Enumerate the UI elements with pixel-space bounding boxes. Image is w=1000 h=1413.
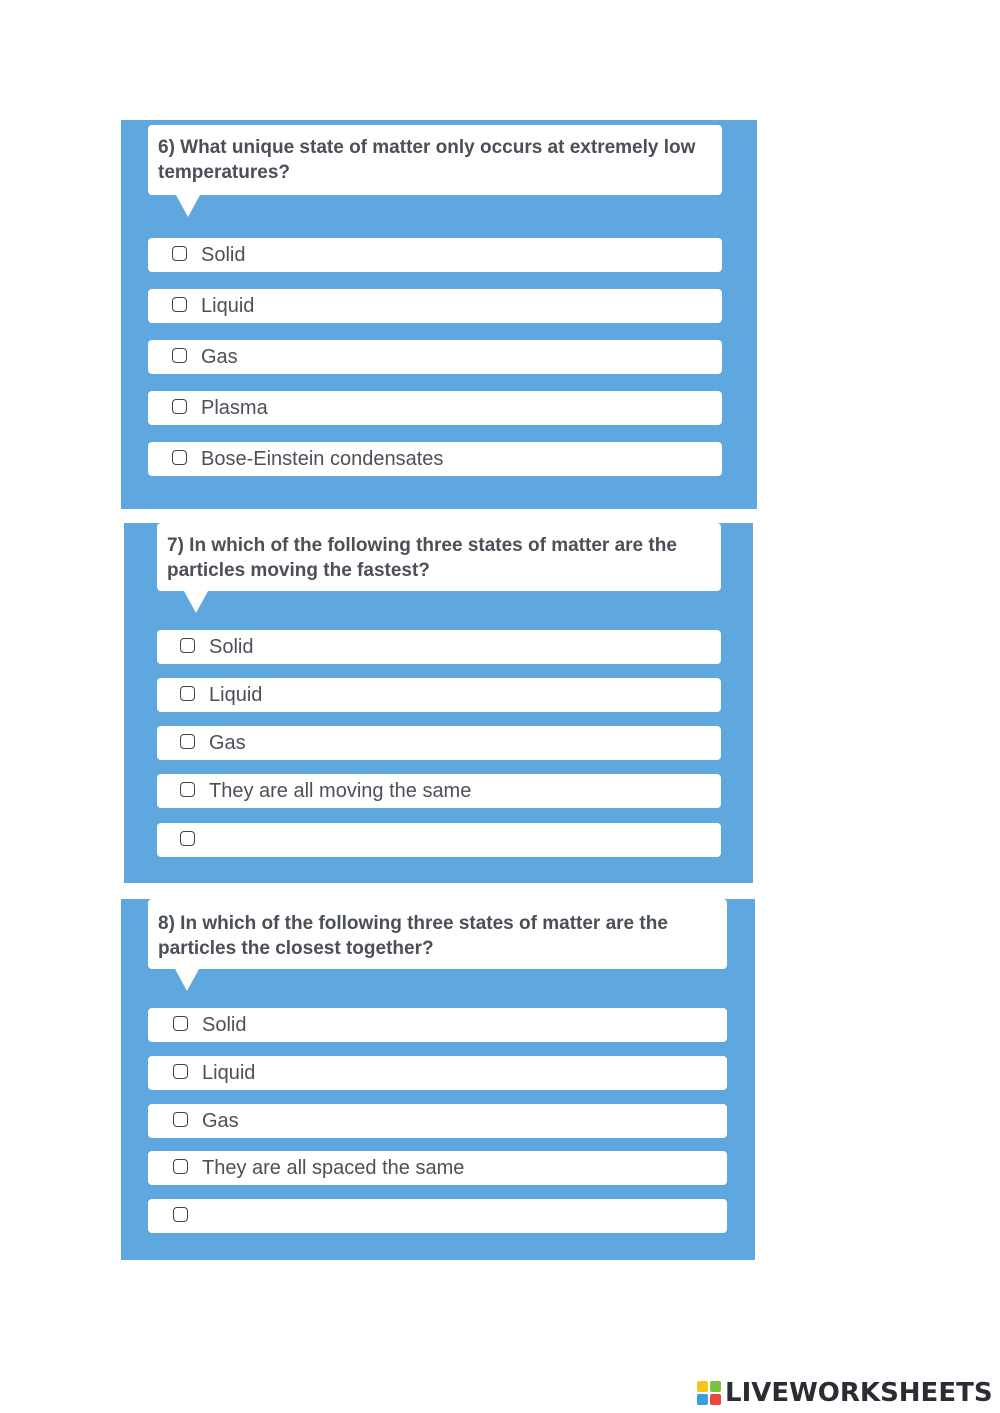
answer-label: Gas xyxy=(209,732,246,754)
checkbox-icon[interactable] xyxy=(172,297,187,312)
answer-option-6-3[interactable] xyxy=(148,340,722,374)
checkbox-icon[interactable] xyxy=(173,1159,188,1174)
answer-option-6-1[interactable] xyxy=(148,238,722,272)
checkbox-icon[interactable] xyxy=(173,1207,188,1222)
answer-option-6-2[interactable] xyxy=(148,289,722,323)
question-text-6: 6) What unique state of matter only occurs at extremely low temperatures? xyxy=(148,125,722,195)
answer-option-7-4[interactable] xyxy=(157,774,721,808)
answer-label: Liquid xyxy=(209,684,263,706)
checkbox-icon[interactable] xyxy=(172,450,187,465)
question-text-7: 7) In which of the following three states of matter are the particles moving the fastest? xyxy=(157,523,721,591)
checkbox-icon[interactable] xyxy=(173,1064,188,1079)
checkbox-icon[interactable] xyxy=(180,782,195,797)
answer-option-6-4[interactable] xyxy=(148,391,722,425)
liveworksheets-logo-icon xyxy=(697,1381,721,1405)
answer-label: They are all spaced the same xyxy=(202,1157,465,1179)
answer-option-7-1[interactable] xyxy=(157,630,721,664)
checkbox-icon[interactable] xyxy=(172,399,187,414)
checkbox-icon[interactable] xyxy=(180,734,195,749)
question-panel-6 xyxy=(121,120,757,509)
answer-label: Bose-Einstein condensates xyxy=(201,448,444,470)
answer-option-8-1[interactable] xyxy=(148,1008,727,1042)
checkbox-icon[interactable] xyxy=(173,1112,188,1127)
brand-name: LIVEWORKSHEETS xyxy=(725,1378,993,1408)
answer-label: Liquid xyxy=(201,295,255,317)
answer-label: Gas xyxy=(202,1110,239,1132)
answer-option-6-5[interactable] xyxy=(148,442,722,476)
checkbox-icon[interactable] xyxy=(173,1016,188,1031)
answer-label: Gas xyxy=(201,346,238,368)
checkbox-icon[interactable] xyxy=(172,246,187,261)
answer-label: Solid xyxy=(209,636,254,658)
answer-label: Liquid xyxy=(202,1062,256,1084)
liveworksheets-brand xyxy=(697,1378,993,1408)
answer-label: Solid xyxy=(201,244,246,266)
answer-option-8-3[interactable] xyxy=(148,1104,727,1138)
speech-bubble-tail xyxy=(175,969,199,991)
answer-option-8-2[interactable] xyxy=(148,1056,727,1090)
question-panel-8 xyxy=(121,899,755,1260)
checkbox-icon[interactable] xyxy=(180,638,195,653)
speech-bubble-tail xyxy=(176,195,200,217)
answer-option-8-5[interactable] xyxy=(148,1199,727,1233)
checkbox-icon[interactable] xyxy=(172,348,187,363)
question-panel-7 xyxy=(124,523,753,883)
answer-label: Solid xyxy=(202,1014,247,1036)
answer-option-7-2[interactable] xyxy=(157,678,721,712)
answer-label: They are all moving the same xyxy=(209,780,472,802)
answer-option-7-5[interactable] xyxy=(157,823,721,857)
checkbox-icon[interactable] xyxy=(180,686,195,701)
answer-option-8-4[interactable] xyxy=(148,1151,727,1185)
speech-bubble-tail xyxy=(184,591,208,613)
checkbox-icon[interactable] xyxy=(180,831,195,846)
question-text-8: 8) In which of the following three states of matter are the particles the closest together? xyxy=(148,899,727,969)
answer-option-7-3[interactable] xyxy=(157,726,721,760)
answer-label: Plasma xyxy=(201,397,268,419)
